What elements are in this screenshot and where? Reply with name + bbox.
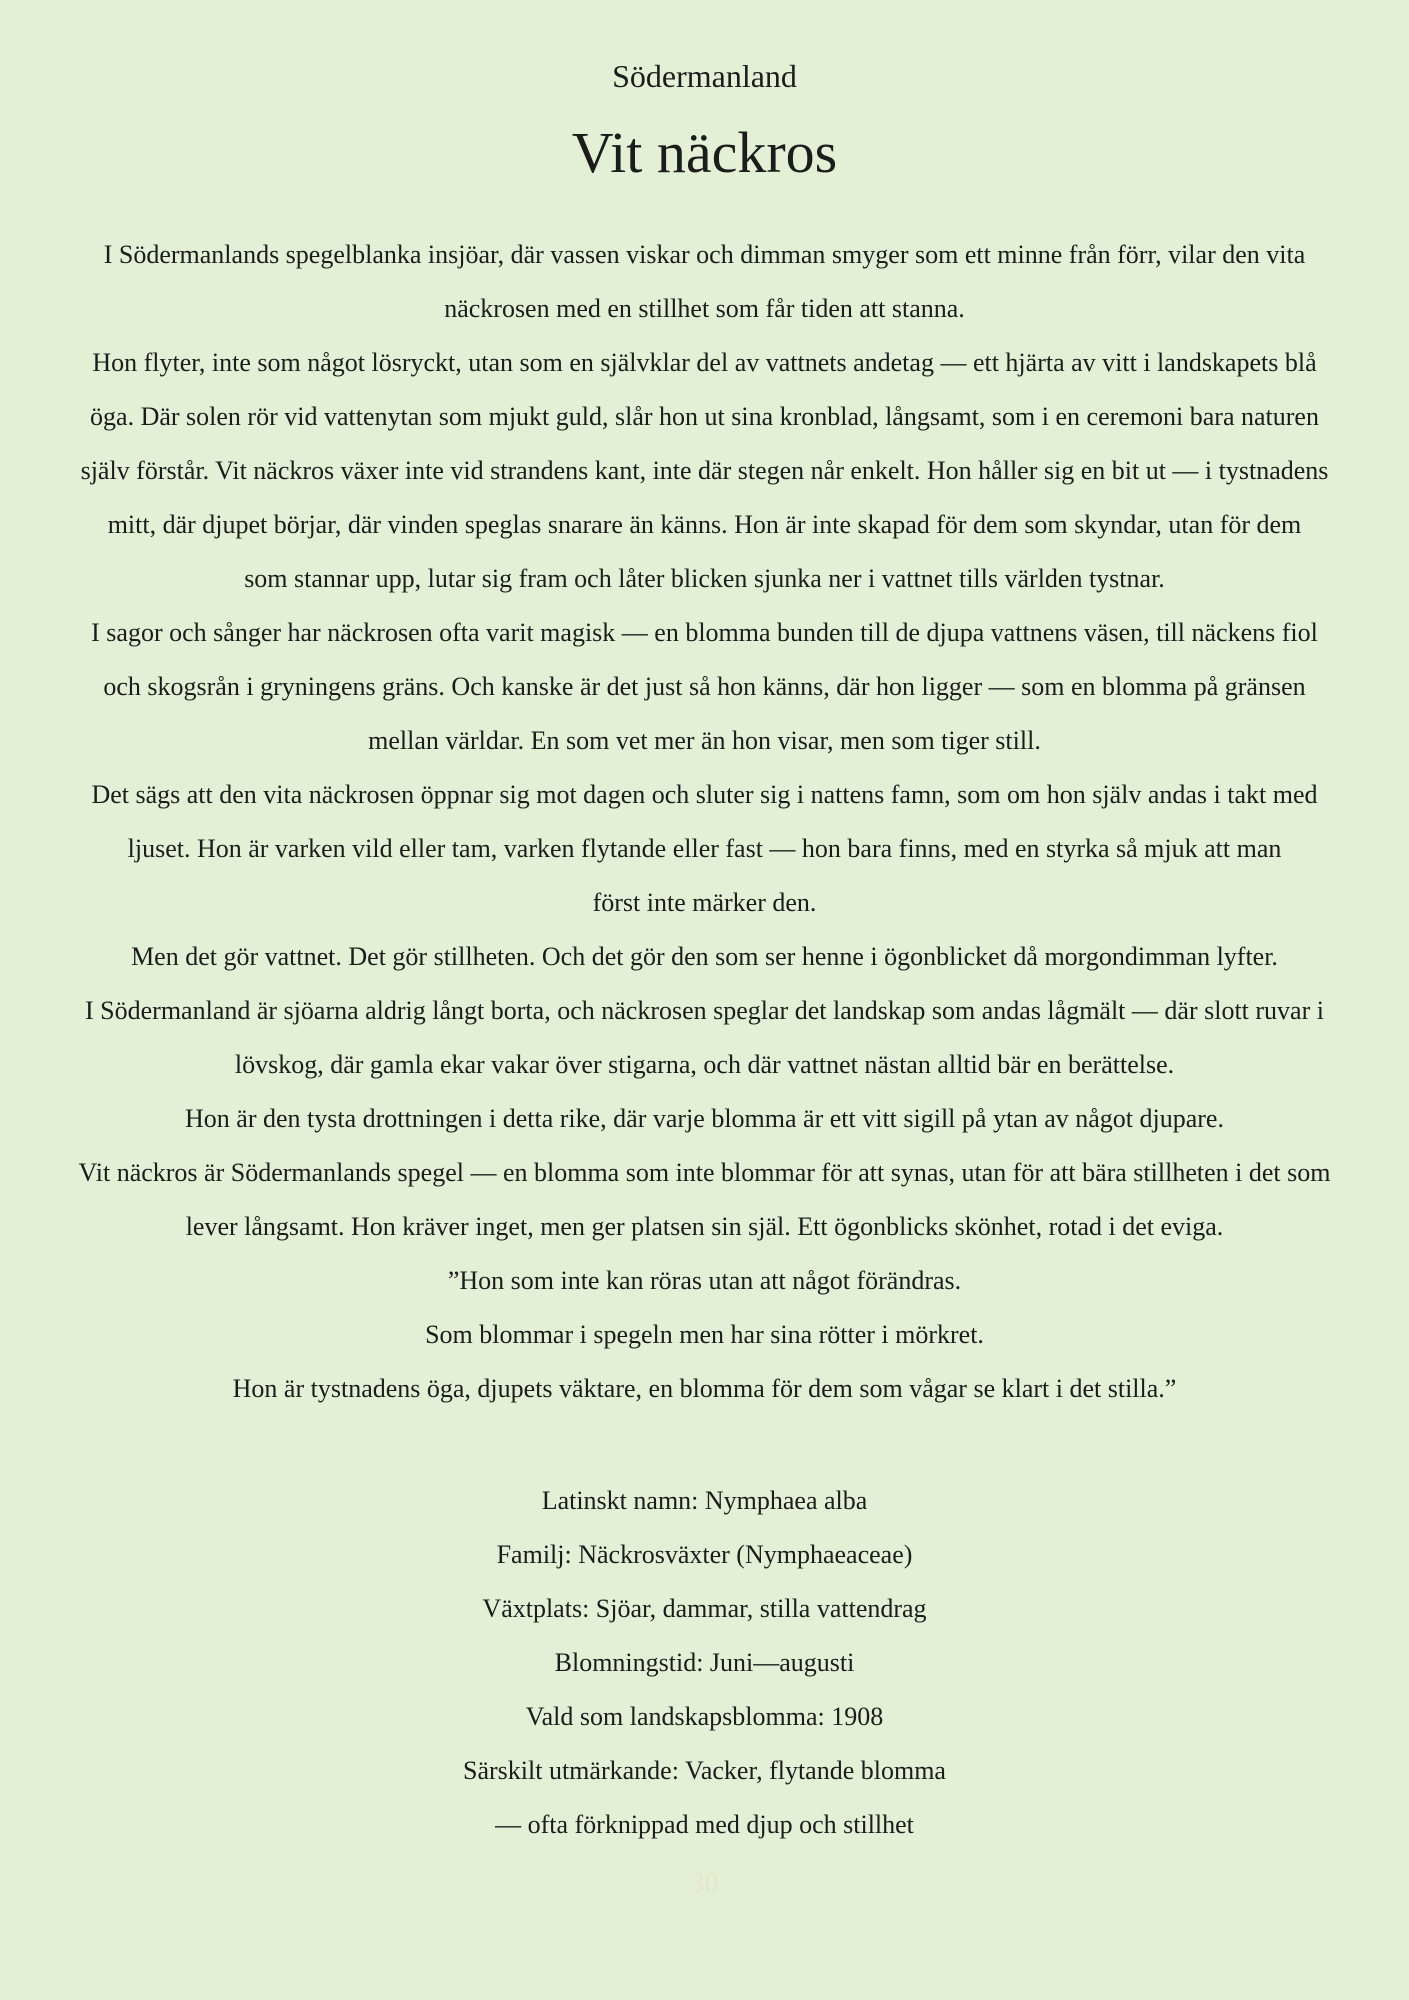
page-title: Vit näckros [571,120,838,185]
text-line: lövskog, där gamla ekar vakar över stigarna, och där vattnet nästan alltid bär en berättelse. [234,1050,1175,1079]
facts-list [0,1474,1409,1852]
text-line: mitt, där djupet börjar, där vinden speglas snarare än känns. Hon är inte skapad för dem som skyndar, utan för dem [107,510,1302,539]
quote-paragraph [0,1254,1409,1416]
fact-line: Latinskt namn: Nymphaea alba [541,1486,868,1515]
text-line: öga. Där solen rör vid vattenytan som mjukt guld, slår hon ut sina kronblad, långsamt, som i en ceremoni bara naturen [90,402,1319,431]
paragraph [0,1146,1409,1254]
text-line: lever långsamt. Hon kräver inget, men ger platsen sin själ. Ett ögonblicks skönhet, rotad i det eviga. [185,1212,1224,1241]
body-text [0,228,1409,1416]
text-line: Vit näckros är Södermanlands spegel — en blomma som inte blommar för att synas, utan för att bära stillheten i det som [78,1158,1331,1187]
text-line: Men det gör vattnet. Det gör stillheten. Och det gör den som ser henne i ögonblicket då morgondimman lyfter. [131,942,1278,971]
fact-line: — ofta förknippad med djup och stillhet [495,1810,914,1839]
fact-line: Blomningstid: Juni—augusti [554,1648,855,1677]
fact-line: Särskilt utmärkande: Vacker, flytande blomma [463,1756,946,1785]
text-line: Hon flyter, inte som något lösryckt, utan som en självklar del av vattnets andetag — ett hjärta av vitt i landskapets blå [92,348,1317,377]
quote-line: ”Hon som inte kan röras utan att något förändras. [447,1266,962,1295]
paragraph [0,1092,1409,1146]
fact-line: Växtplats: Sjöar, dammar, stilla vattendrag [482,1594,927,1623]
text-line: I Södermanlands spegelblanka insjöar, där vassen viskar och dimman smyger som ett minne från förr, vilar den vita [103,240,1306,269]
paragraph [0,228,1409,336]
text-line: I sagor och sånger har näckrosen ofta varit magisk — en blomma bunden till de djupa vattnens väsen, till näckens fiol [91,618,1318,647]
fact-line: Vald som landskapsblomma: 1908 [525,1702,884,1731]
text-line: Det sägs att den vita näckrosen öppnar sig mot dagen och sluter sig i nattens famn, som om hon själv andas i takt med [91,780,1318,809]
text-line: först inte märker den. [592,888,817,917]
paragraph [0,768,1409,930]
paragraph [0,984,1409,1092]
fact-line: Familj: Näckrosväxter (Nymphaeaceae) [496,1540,913,1569]
text-line: näckrosen med en stillhet som får tiden att stanna. [444,294,965,323]
text-line: ljuset. Hon är varken vild eller tam, varken flytande eller fast — hon bara finns, med en styrka så mjuk att man [127,834,1282,863]
page-number: 30 [690,1868,719,1899]
text-line: Hon är den tysta drottningen i detta rike, där varje blomma är ett vitt sigill på ytan av något djupare. [185,1104,1224,1133]
text-line: I Södermanland är sjöarna aldrig långt borta, och näckrosen speglar det landskap som andas lågmält — där slott ruvar i [85,996,1324,1025]
paragraph [0,336,1409,606]
text-line: mellan världar. En som vet mer än hon visar, men som tiger still. [368,726,1041,755]
text-line: som stannar upp, lutar sig fram och låter blicken sjunka ner i vattnet tills världen tystnar. [244,564,1165,593]
text-line: själv förstår. Vit näckros växer inte vid strandens kant, inte där stegen når enkelt. Hon håller sig en bit ut — i tystnadens [80,456,1329,485]
paragraph [0,930,1409,984]
quote-line: Hon är tystnadens öga, djupets väktare, en blomma för dem som vågar se klart i det stilla.” [232,1374,1177,1403]
region-heading: Södermanland [612,58,797,94]
quote-line: Som blommar i spegeln men har sina rötter i mörkret. [425,1320,984,1349]
text-line: och skogsrån i gryningens gräns. Och kanske är det just så hon känns, där hon ligger — som en blomma på gränsen [103,672,1306,701]
paragraph [0,606,1409,768]
